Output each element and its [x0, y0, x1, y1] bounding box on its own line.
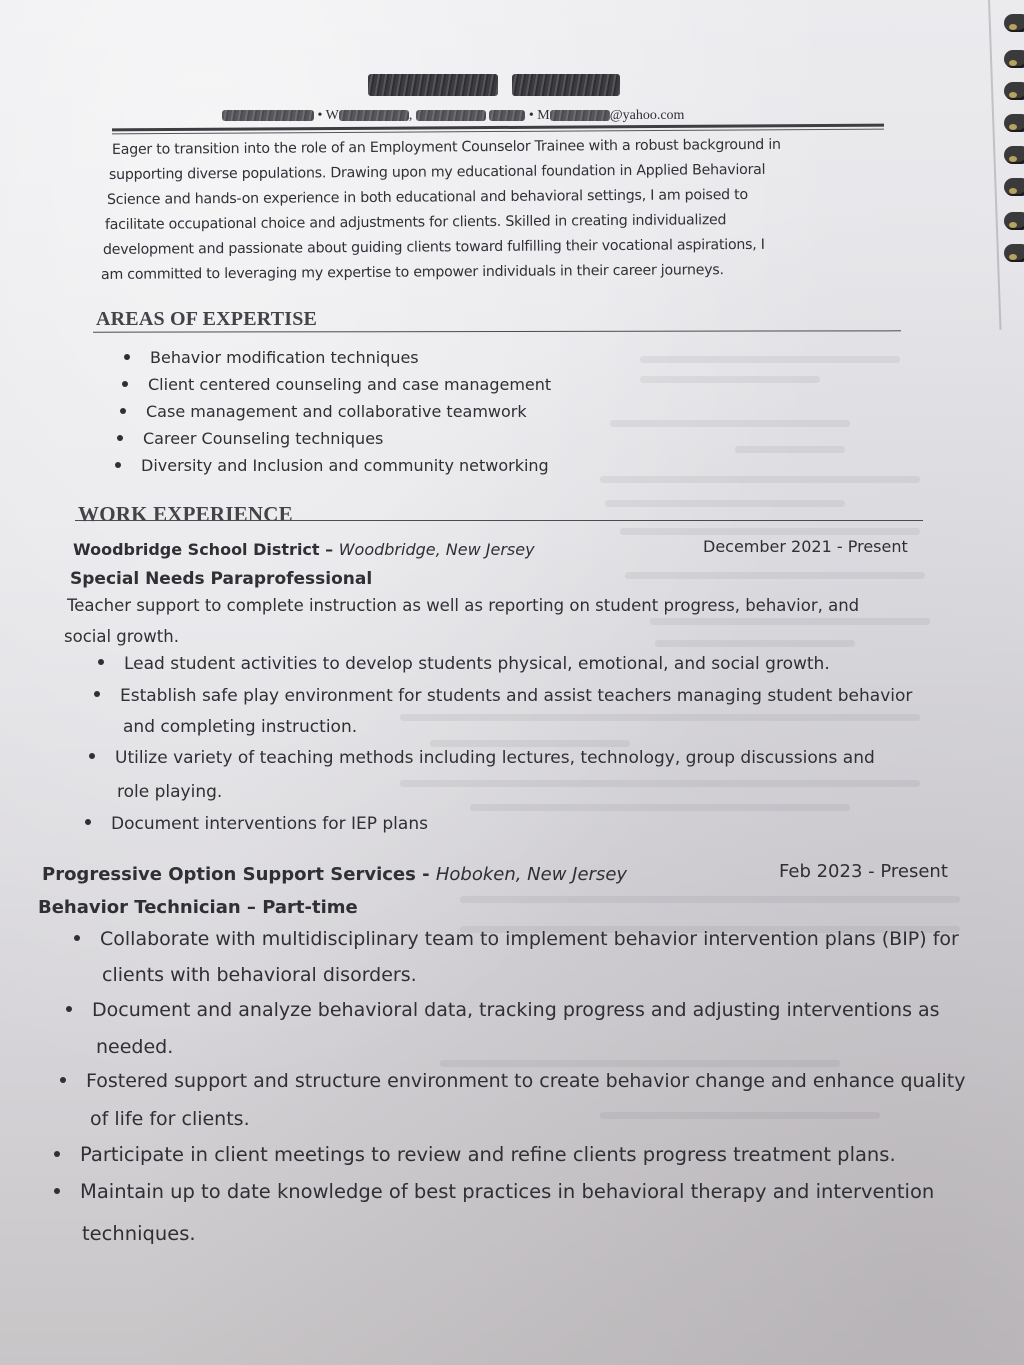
expertise-item: Client centered counseling and case management — [122, 375, 551, 394]
job-dates: Feb 2023 - Present — [779, 861, 948, 882]
job-bullet-continuation: of life for clients. — [90, 1108, 250, 1130]
job-description-line: social growth. — [64, 627, 179, 646]
bullet-icon — [60, 1077, 66, 1083]
job-organization: Woodbridge School District – Woodbridge, New Jersey — [73, 540, 535, 559]
summary-line: facilitate occupational choice and adjustments for clients. Skilled in creating individualized — [104, 212, 727, 233]
section-rule — [93, 330, 901, 332]
job-bullet-continuation: techniques. — [82, 1222, 196, 1245]
contact-location-comma: , — [408, 108, 413, 123]
bullet-icon — [117, 435, 123, 441]
job-bullet: Utilize variety of teaching methods including lectures, technology, group discussions and — [89, 748, 875, 768]
job-bullet: Establish safe play environment for students and assist teachers managing student behavior — [94, 686, 912, 706]
redacted-city — [339, 110, 409, 121]
job-bullet-continuation: needed. — [96, 1036, 174, 1058]
contact-location-prefix: W — [325, 108, 339, 123]
job-title: Special Needs Paraprofessional — [70, 569, 373, 589]
job-bullet-continuation: and completing instruction. — [123, 717, 358, 737]
expertise-item: Behavior modification techniques — [124, 348, 419, 367]
summary-line: development and passionate about guiding clients toward fulfilling their vocational aspirations, I — [102, 236, 765, 258]
job-dates: December 2021 - Present — [703, 537, 908, 556]
contact-line — [222, 108, 684, 124]
email-domain: @yahoo.com — [609, 108, 685, 123]
email-prefix: M — [537, 108, 550, 123]
section-heading-expertise: AREAS OF EXPERTISE — [96, 308, 318, 330]
bullet-icon — [122, 381, 128, 387]
summary-line: Eager to transition into the role of an Employment Counselor Trainee with a robust background in — [111, 136, 781, 158]
bullet-icon — [54, 1188, 60, 1194]
contact-separator: • — [528, 108, 534, 123]
bullet-icon — [89, 753, 95, 759]
redacted-email-user — [550, 110, 610, 121]
summary-line: am committed to leveraging my expertise to empower individuals in their career journeys. — [100, 262, 724, 283]
bullet-icon — [54, 1151, 60, 1157]
bullet-icon — [98, 659, 104, 665]
bullet-icon — [94, 691, 100, 697]
bullet-icon — [124, 354, 130, 360]
job-bullet: Lead student activities to develop students physical, emotional, and social growth. — [98, 654, 830, 674]
job-title: Behavior Technician – Part-time — [38, 897, 358, 918]
job-location: Woodbridge, New Jersey — [338, 540, 535, 559]
bullet-icon — [74, 935, 80, 941]
job-bullet: Document interventions for IEP plans — [85, 814, 428, 834]
job-bullet-continuation: role playing. — [117, 782, 223, 802]
redacted-first-name — [368, 74, 498, 96]
contact-separator: • — [317, 108, 323, 123]
bullet-icon — [115, 462, 121, 468]
job-bullet: Collaborate with multidisciplinary team to implement behavior intervention plans (BIP) for — [74, 928, 959, 950]
job-organization: Progressive Option Support Services - Hoboken, New Jersey — [42, 864, 628, 885]
bullet-icon — [85, 819, 91, 825]
redacted-state — [416, 110, 486, 121]
job-location: Hoboken, New Jersey — [435, 864, 628, 885]
bullet-icon — [66, 1006, 72, 1012]
summary-line: Science and hands-on experience in both educational and behavioral settings, I am poised to — [106, 186, 748, 208]
job-bullet: Maintain up to date knowledge of best practices in behavioral therapy and intervention — [54, 1180, 934, 1203]
job-bullet: Document and analyze behavioral data, tracking progress and adjusting interventions as — [66, 999, 940, 1021]
redacted-last-name — [512, 74, 620, 96]
section-heading-experience: WORK EXPERIENCE — [78, 502, 293, 526]
job-description-line: Teacher support to complete instruction as well as reporting on student progress, behavior, and — [67, 596, 860, 615]
redacted-zip — [489, 110, 525, 121]
expertise-item: Case management and collaborative teamwork — [120, 402, 527, 421]
job-bullet: Fostered support and structure environment to create behavior change and enhance quality — [60, 1070, 965, 1092]
applicant-name — [368, 74, 623, 102]
expertise-item: Career Counseling techniques — [117, 429, 383, 448]
job-bullet: Participate in client meetings to review and refine clients progress treatment plans. — [54, 1143, 896, 1166]
bullet-icon — [120, 408, 126, 414]
summary-line: supporting diverse populations. Drawing upon my educational foundation in Applied Behavioral — [108, 161, 766, 183]
redacted-phone — [222, 110, 314, 121]
job-bullet-continuation: clients with behavioral disorders. — [102, 964, 417, 986]
section-rule — [75, 520, 923, 521]
expertise-item: Diversity and Inclusion and community networking — [115, 456, 549, 475]
